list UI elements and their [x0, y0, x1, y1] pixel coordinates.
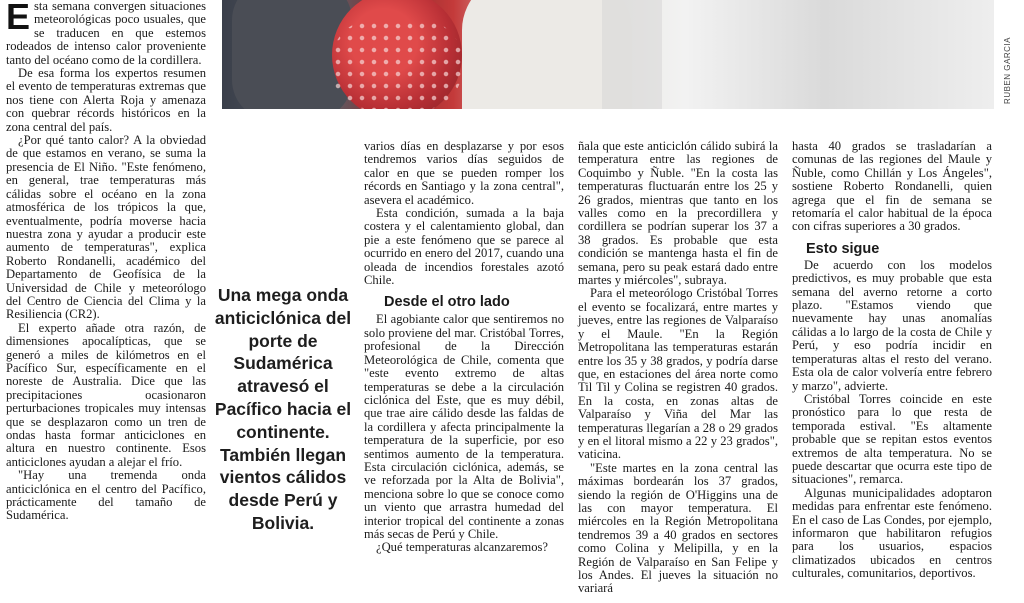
paragraph: varios días en desplazarse y por esos tendremos varios días seguidos de calor en que se pueden romper los récords en Santiago y la zona central", asevera el académico. [364, 139, 564, 207]
article-column-3 [578, 140, 778, 596]
article-column-4 [792, 140, 992, 581]
photo-highlight [602, 0, 662, 109]
paragraph [6, 0, 206, 67]
article-photo [222, 0, 994, 109]
paragraph: "Este martes en la zona central las máximas bordearán los 37 grados, siendo la región de O'Higgins una de las con mayor temperatura. El miércoles en la Región Metropolitana tendremos 39 a 40 grados en sectores como Colina y Melipilla, y en la Región de Valparaíso en San Felipe y los Andes. El jueves la situación no variará [578, 460, 778, 596]
paragraph: De acuerdo con los modelos predictivos, es muy probable que esta semana del averno retorne a corto plazo. "Estamos viendo que nuevamente hay unas anomalías cálidas a lo largo de la costa de Chile y Perú, y eso podría incidir en temperaturas altas el resto del verano. Esta ola de calor volvería entre febrero y marzo", advierte. [792, 257, 992, 393]
section-subhead: Desde el otro lado [384, 294, 510, 311]
photo-credit-text: RUBEN GARCIA [1002, 37, 1012, 104]
pull-quote: Una mega onda anticiclónica del porte de Sudamérica atravesó el Pacífico hacia el continente. También llegan vientos cálidos desde Perú y Bolivia. [214, 285, 352, 533]
article-column-2 [364, 140, 564, 555]
paragraph: ¿Por qué tanto calor? A la obviedad de que estamos en verano, se suma la presencia de El Niño. "Este fenómeno, en general, trae temperaturas más cálidas sobre el océano en la zona atmosférica de los trópicos la que, eventualmente, podría moverse hacia nuestra zona y ayudar a producir este aumento de temperaturas", explica Roberto Rondanelli, académico del Departamento de Geofísica de la Universidad de Chile y meteorólogo del Centro de Ciencia del Clima y la Resiliencia (CR2). [6, 133, 206, 322]
photo-polka-dots [332, 20, 462, 109]
paragraph: Para el meteorólogo Cristóbal Torres el evento se focalizará, entre martes y jueves, entre las regiones de Valparaíso y el Maule. "En la Región Metropolitana las temperaturas estarán entre los 35 y 38 grados, y podría darse que, en estaciones del área norte como Til Til y Colina se registren 40 grados. En la costa, en zonas altas de Valparaíso y Viña del Mar las temperaturas llegarían a 28 o 29 grados y en el litoral mismo a 22 y 23 grados", vaticina. [578, 286, 778, 462]
article-column-1 [6, 0, 206, 523]
paragraph: ñala que este anticiclón cálido subirá la temperatura entre las regiones de Coquimbo y Ñuble. "En la costa las temperaturas fluctuarán entre los 25 y 26 grados, mientras que tanto en los valles como en la precordillera y cordillera se podrían superar los 37 a 38 grados. Es probable que esta condición se mantenga hasta el fin de semana, pero su peak estará dado entre martes y miércoles", subraya. [578, 139, 778, 288]
paragraph: De esa forma los expertos resumen el evento de temperaturas extremas que nos tiene con Alerta Roja y amenaza con quebrar récords históricos en la zona central del país. [6, 66, 206, 134]
paragraph: El agobiante calor que sentiremos no solo proviene del mar. Cristóbal Torres, profesional de la Dirección Meteorológica de Chile, comenta que "este evento extremo de altas temperaturas se debe a la circulación ciclónica del Este, que es muy débil, que trae aire cálido desde las faldas de la cordillera y afecta principalmente la temperatura de la superficie, por eso sentimos aumento de la temperatura. Esta circulación ciclónica, además, se ve reforzada por la Alta de Bolivia", menciona sobre lo que se conoce como un viento que arrastra humedad del interior tropical del continente a zonas más secas de Perú y Chile. [364, 312, 564, 541]
paragraph: Algunas municipalidades adoptaron medidas para enfrentar este fenómeno. En el caso de Las Condes, por ejemplo, informaron que habilitaron refugios para los usuarios, espacios climatizados ubicados en centros culturales, comunitarios, deportivos. [792, 485, 992, 581]
paragraph: hasta 40 grados se trasladarían a comunas de las regiones del Maule y Ñuble, como Chillán y Los Ángeles", sostiene Roberto Rondanelli, quien agrega que el fin de semana se retomaría el calor habitual de la época con cifras superiores a 30 grados. [792, 139, 992, 234]
drop-cap: E [6, 0, 31, 37]
paragraph: Esta condición, sumada a la baja costera y el calentamiento global, dan pie a este fenómeno que se parece al ocurrido en enero del 2017, cuando una oleada de incendios forestales azotó Chile. [364, 206, 564, 288]
photo-credit [996, 37, 1020, 110]
paragraph: El experto añade otra razón, de dimensiones apocalípticas, que se generó a miles de kilómetros en el Pacífico Sur, específicamente en el noreste de Australia. Dice que las precipitaciones ocasionaron perturbaciones tropicales muy intensas que se desplazaron como un tren de ondas hasta formar anticiclones en altura en nuestro continente. Esos anticiclones ayudan a alejar el frío. [6, 320, 206, 469]
paragraph: "Hay una tremenda onda anticiclónica en el centro del Pacífico, prácticamente del tamaño de Sudamérica. [6, 468, 206, 523]
paragraph-text: sta semana convergen situaciones meteorológicas poco usuales, que se traducen en que estemos rodeados de intenso calor proveniente tanto del océano como de la cordillera. [6, 0, 206, 67]
paragraph: ¿Qué temperaturas alcanzaremos? [376, 540, 549, 555]
paragraph: Cristóbal Torres coincide en este pronóstico para lo que resta de temporada estival. "Es altamente probable que se repitan estos eventos extremos de alta temperatura. No se puede descartar que ocurra este tipo de situaciones", remarca. [792, 391, 992, 487]
section-subhead: Esto sigue [806, 240, 880, 257]
